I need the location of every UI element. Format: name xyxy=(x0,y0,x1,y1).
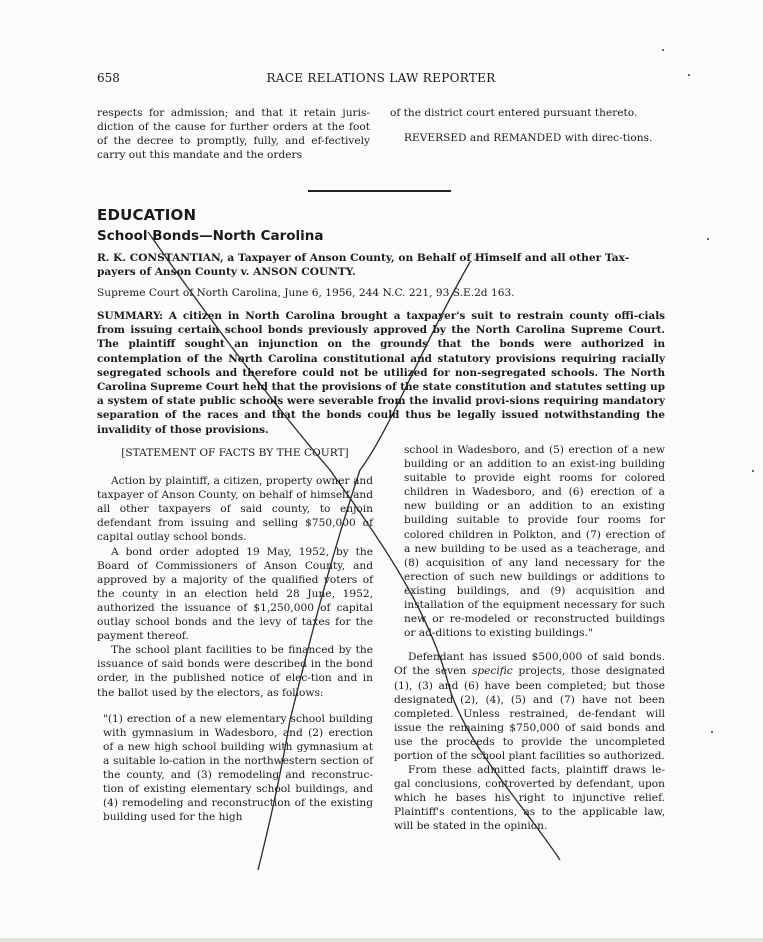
case-citation: Supreme Court of North Carolina, June 6, 1956, 244 N.C. 221, 93 S.E.2d 163. xyxy=(97,287,515,299)
page-number: 658 xyxy=(97,71,120,85)
scan-speck xyxy=(688,74,690,76)
opinion-left-column xyxy=(97,446,373,824)
section-divider xyxy=(308,190,451,192)
top-right-line: of the district court entered pursuant thereto. xyxy=(390,107,638,119)
bond-order-quote-continued: school in Wadesboro, and (5) erection of a new building or an addition to an exist-ing building suitable to provide eight rooms for colored children in Wadesboro, and (6) erection of a new building or an addition to an existing building suitable to provide four rooms for colored children in Polkton, and (7) erection of a new building to be used as a teacherage, and (8) acquisition of any land necessary for the erection of such new buildings or additions to existing buildings, and (9) acquisition and installation of the equipment necessary for such new or re-modeled or reconstructed buildings or ad-ditions to existing buildings." xyxy=(404,444,665,640)
facts-text: projects, those designated (1), (3) and (6) have been completed; but those designated (2), (4), (5) and (7) have not been completed. Unless restrained, de-fendant will issue the remaining $750,000 of said bonds and use the proceeds to provide the uncompleted portion of the school plant facilities so authorized. xyxy=(394,665,665,762)
case-caption: R. K. CONSTANTIAN, a Taxpayer of Anson County, on Behalf of Himself and all other Tax-payers of Anson County v. ANSON COUNTY. xyxy=(97,252,630,278)
running-header xyxy=(97,71,665,89)
statement-heading: [STATEMENT OF FACTS BY THE COURT] xyxy=(121,447,349,459)
scan-speck xyxy=(711,731,713,733)
subsection-heading: School Bonds—North Carolina xyxy=(97,228,324,244)
top-left-column xyxy=(97,106,370,162)
disposition: REVERSED and REMANDED with direc-tions. xyxy=(404,132,653,145)
facts-emphasis: specific xyxy=(471,665,513,678)
facts-paragraph: From these admitted facts, plaintiff draws le-gal conclusions, controverted by defendant, upon which he bases his right to injunctive relief. Plaintiff's contentions, as to the applicable law, will be stated in the opinion. xyxy=(394,764,665,833)
section-heading: EDUCATION xyxy=(97,206,197,224)
facts-paragraph: A bond order adopted 19 May, 1952, by the Board of Commissioners of Anson County, and approved by a majority of the qualified voters of the county in an election held 28 June, 1952, authorized the issuance of $1,250,000 of capital outlay school bonds and the levy of taxes for the payment thereof. xyxy=(97,545,373,643)
scan-speck xyxy=(707,238,709,240)
facts-paragraph xyxy=(394,650,665,763)
case-summary: SUMMARY: A citizen in North Carolina brought a taxpayer's suit to restrain county offi-cials from issuing certain school bonds previously approved by the North Carolina Supreme Court. The plaintiff sought an injunction on the grounds that the bonds were authorized in contemplation of the North Carolina constitutional and statutory provisions requiring racially segregated schools and therefore could not be utilized for non-segregated schools. The North Carolina Supreme Court held that the provisions of the state constitution and statutes setting up a system of state public schools were severable from the invalid provi-sions requiring mandatory separation of the races and that the bonds could thus be legally issued notwithstanding the invalidity of those provisions. xyxy=(97,310,665,436)
journal-title: RACE RELATIONS LAW REPORTER xyxy=(266,71,496,85)
facts-text: Defendant has issued $500,000 of said bonds. Of the seven xyxy=(394,651,665,678)
top-left-paragraph: respects for admission; and that it retain juris-diction of the cause for further orders at the foot of the decree to promptly, fully, and ef-fectively carry out this mandate and the orders xyxy=(97,107,370,162)
bond-order-quote: "(1) erection of a new elementary school building with gymnasium in Wadesboro, and (2) erection of a new high school building with gymnasium at a suitable lo-cation in the northwestern section of the county, and (3) remodeling and reconstruc-tion of existing elementary school buildings, and (4) remodeling and reconstruction of the existing building used for the high xyxy=(103,712,373,824)
scan-speck xyxy=(752,470,754,472)
opinion-right-column xyxy=(394,443,665,834)
scan-speck xyxy=(662,49,664,51)
top-right-column xyxy=(390,106,665,145)
facts-paragraph: Action by plaintiff, a citizen, property owner and taxpayer of Anson County, on behalf of himself and all other taxpayers of said county, to enjoin defendant from issuing and selling $750,000 of capital outlay school bonds. xyxy=(97,475,373,544)
facts-paragraph: The school plant facilities to be financed by the issuance of said bonds were described in the bond order, in the published notice of elec-tion and in the ballot used by the electors, as follows: xyxy=(97,644,373,699)
scan-bottom-edge xyxy=(0,938,763,942)
